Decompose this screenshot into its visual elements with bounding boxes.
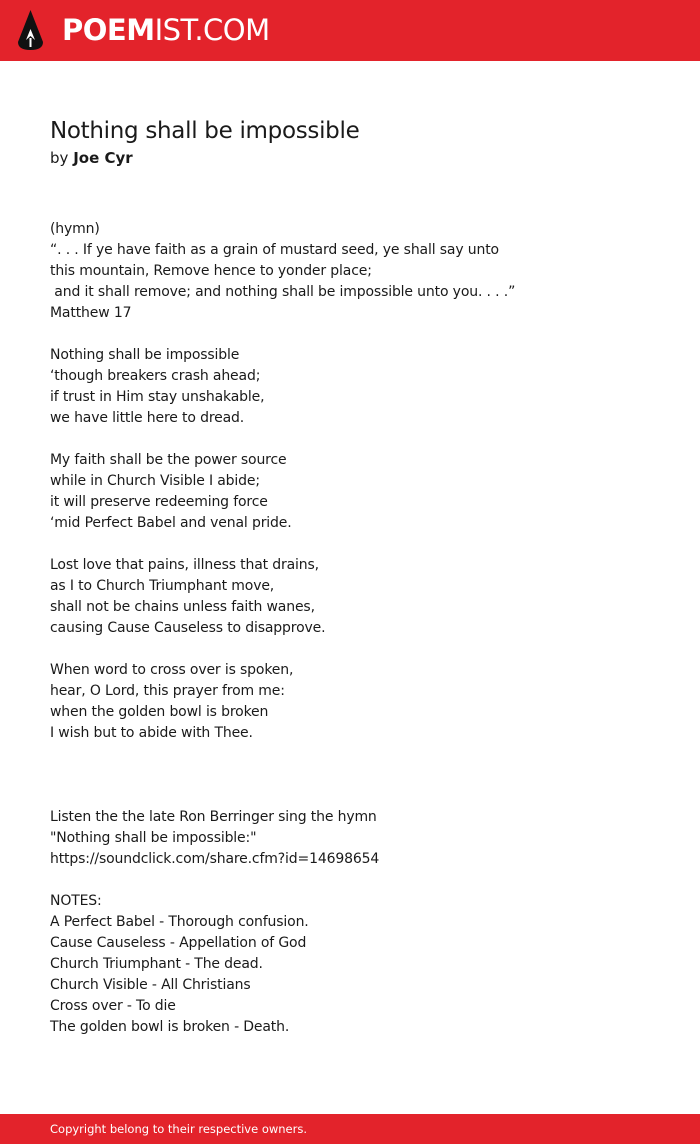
poem-line: "Nothing shall be impossible:" [50, 830, 257, 846]
poem-line [50, 324, 670, 345]
poem-line: The golden bowl is broken - Death. [50, 1019, 290, 1035]
poem-line: ‘though breakers crash ahead; [50, 368, 261, 384]
logo-bold-text: POEM [62, 13, 155, 47]
poem-line: it will preserve redeeming force [50, 494, 268, 510]
poem-line [50, 765, 670, 786]
poem-line: I wish but to abide with Thee. [50, 725, 253, 741]
poem-line: My faith shall be the power source [50, 452, 287, 468]
poem-line: Listen the the late Ron Berringer sing the hymn [50, 809, 377, 825]
poem-title: Nothing shall be impossible [50, 118, 360, 144]
poem-line: https://soundclick.com/share.cfm?id=14698654 [50, 851, 380, 867]
poem-line: Church Triumphant - The dead. [50, 956, 263, 972]
poem-line: Nothing shall be impossible [50, 347, 240, 363]
poem-line: we have little here to dread. [50, 410, 245, 426]
poem-line: hear, O Lord, this prayer from me: [50, 683, 285, 699]
copyright-text: Copyright belong to their respective owners. [50, 1122, 308, 1136]
poem-line: Cross over - To die [50, 998, 176, 1014]
poem-line [50, 786, 670, 807]
poem-line [50, 534, 670, 555]
poem-line: Church Visible - All Christians [50, 977, 251, 993]
poem-line: Lost love that pains, illness that drains, [50, 557, 319, 573]
author-name: Joe Cyr [73, 149, 133, 167]
poem-line: Cause Causeless - Appellation of God [50, 935, 307, 951]
poem-line: and it shall remove; and nothing shall be impossible unto you. . . .” [50, 284, 516, 300]
poem-line: shall not be chains unless faith wanes, [50, 599, 315, 615]
poem-line: if trust in Him stay unshakable, [50, 389, 265, 405]
poem-line: causing Cause Causeless to disapprove. [50, 620, 326, 636]
poem-line: NOTES: [50, 893, 102, 909]
poem-line: while in Church Visible I abide; [50, 473, 260, 489]
by-label: by [50, 149, 69, 167]
poem-line: Matthew 17 [50, 305, 132, 321]
poem-line [50, 870, 670, 891]
pen-nib-icon[interactable] [17, 9, 44, 51]
site-footer [0, 1114, 700, 1144]
poem-line: A Perfect Babel - Thorough confusion. [50, 914, 309, 930]
poem-line: (hymn) [50, 221, 100, 237]
byline [50, 148, 670, 169]
site-logo[interactable] [62, 12, 270, 48]
poem-body [50, 219, 670, 1038]
poem-line: “. . . If ye have faith as a grain of mustard seed, ye shall say unto [50, 242, 499, 258]
poem-line [50, 429, 670, 450]
site-header [0, 0, 700, 61]
poem-line: when the golden bowl is broken [50, 704, 269, 720]
logo-light-text: IST.COM [154, 13, 270, 47]
poem-line: as I to Church Triumphant move, [50, 578, 275, 594]
poem-content [50, 115, 670, 1038]
poem-line: ‘mid Perfect Babel and venal pride. [50, 515, 292, 531]
poem-line [50, 639, 670, 660]
poem-line [50, 744, 670, 765]
poem-line: this mountain, Remove hence to yonder place; [50, 263, 372, 279]
poem-line: When word to cross over is spoken, [50, 662, 294, 678]
